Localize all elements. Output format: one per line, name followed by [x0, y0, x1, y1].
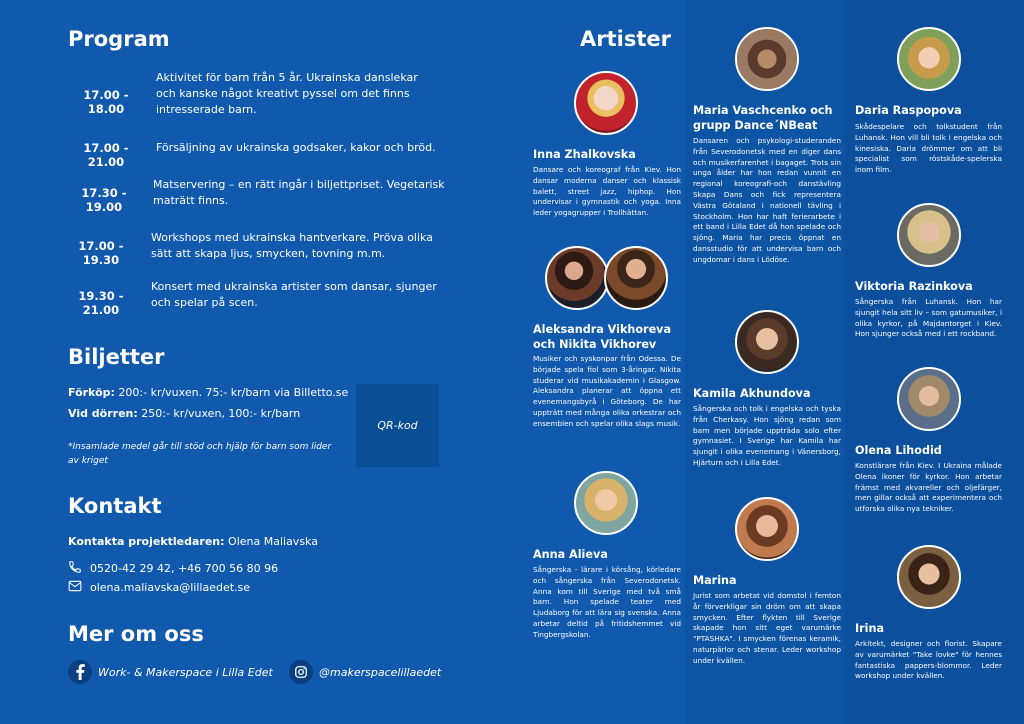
artist-bio: Dansaren och psykologi-studeranden från Severodonetsk med en diger dans och musikerfarenhet i bagaget. Trots sin unga ålder har hon redan vunnit en regional koreografi-och danstävling Skapa Dans och fick representera Västra Götaland i nationell tävling i Stockholm. Hon har haft ferierarbete i ett band i Lilla Edet då hon spelade och sjöng. Maria har precis öppnat en dansstudio för att undervisa barn och ungdomar i dans i Lödöse. — [693, 136, 841, 264]
artists-title: Artister — [580, 27, 671, 51]
contact-phone-row — [68, 560, 278, 577]
more-title: Mer om oss — [68, 622, 204, 646]
program-time: 17.30 - 19.00 — [81, 186, 127, 214]
artist-photo — [735, 497, 799, 561]
artist-photo — [897, 367, 961, 431]
artist-name: Irina — [855, 622, 885, 635]
instagram-link[interactable] — [289, 660, 441, 684]
tickets-note: *Insamlade medel går till stöd och hjälp för barn som lider av kriget — [68, 442, 332, 466]
artist-bio: Sångerska - lärare i körsång, körledare och sångerska från Severodonetsk. Anna kom till Sverige med två små barn. Hon spelade teater med Ljudaborg för att lära sig svenska. Anna arbetar deltid på fritidshemmet vid Tingbergskolan. — [533, 565, 681, 639]
artist-name: Daria Raspopova — [855, 104, 962, 117]
artist-bio: Jurist som arbetat vid domstol i femton år förverkligar sin dröm om att skapa smycken. Efter flykten till Sverige skapade hon sitt eget varumärke "PTASHKA". I smycken förenas keramik, naturpärlor och stenar. Leder workshop under kvällen. — [693, 591, 841, 665]
qr-code[interactable] — [356, 384, 439, 467]
program-title: Program — [68, 27, 170, 51]
artist-photo — [735, 310, 799, 374]
tickets-title: Biljetter — [68, 345, 165, 369]
phone-icon — [68, 560, 82, 577]
artist-photo — [897, 203, 961, 267]
instagram-icon — [289, 660, 313, 684]
artist-bio: Musiker och syskonpar från Odessa. De började spela fiol som 3-åringar. Nikita studerar vid musikakademin i Glasgow. Aleksandra planerar att öppna ett evenemangsbyrå i Göteborg. De har uppträtt med många olika orkestrar och ensemblen och spelar olika slags musik. — [533, 354, 681, 428]
artist-name: Viktoria Razinkova — [855, 280, 973, 293]
contact-title: Kontakt — [68, 494, 162, 518]
artist-name: Maria Vaschcenko och grupp Dance´NBeat — [693, 104, 833, 132]
artist-photo — [897, 545, 961, 609]
artist-photo — [545, 246, 609, 310]
contact-email-row — [68, 580, 250, 595]
facebook-link[interactable] — [68, 660, 273, 684]
artist-photo — [897, 27, 961, 91]
presale-value: 200:- kr/vuxen. 75:- kr/barn via Billetto.se — [118, 386, 349, 399]
artist-bio: Sångerska och tolk i engelska och tyska från Cherkasy. Hon sjöng redan som barn men började uppträda solo efter gymnasiet. I Sverige har Kamila har sjungit i olika evenemang i Vänersborg, Hjärturn och i Lilla Edet. — [693, 404, 841, 467]
presale-label: Förköp: — [68, 386, 115, 399]
artist-photo — [604, 246, 668, 310]
qr-label: QR-kod — [377, 419, 418, 432]
artist-name: Aleksandra Vikhoreva och Nikita Vikhorev — [533, 323, 671, 351]
contact-phone[interactable]: 0520-42 29 42, +46 700 56 80 96 — [90, 562, 279, 575]
door-value: 250:- kr/vuxen, 100:- kr/barn — [141, 407, 301, 420]
artist-bio: Sångerska från Luhansk. Hon har sjungit hela sitt liv – som gatumusiker, i olika kyrkor, på Majdantorget i Kiev. Hon sjunger också med i ett rockband. — [855, 297, 1002, 339]
artist-bio: Skådespelare och tolkstudent från Luhansk. Hon vill bli tolk i engelska och kinesiska. Daria drömmer om att bli specialist som röstskåde-spelerska inom film. — [855, 122, 1002, 175]
artist-name: Olena Lihodid — [855, 444, 942, 457]
contact-leader-name: Olena Maliavska — [228, 535, 318, 548]
program-desc: Konsert med ukrainska artister som dansar, sjunger och spelar på scen. — [151, 280, 437, 309]
facebook-icon — [68, 660, 92, 684]
artist-photo — [735, 27, 799, 91]
program-time: 17.00 - 18.00 — [83, 88, 129, 116]
contact-email[interactable]: olena.maliavska@lillaedet.se — [90, 581, 251, 594]
artist-photo — [574, 71, 638, 135]
artist-bio: Konstlärare från Kiev. I Ukraina målade Olena ikoner för kyrkor. Hon arbetar främst med akvareller och oljefärger, men gillar också att experimentera och utforska olika nya tekniker. — [855, 461, 1002, 514]
program-desc: Workshops med ukrainska hantverkare. Pröva olika sätt att skapa ljus, smycken, tovning m.m. — [151, 231, 433, 260]
program-desc: Aktivitet för barn från 5 år. Ukrainska danslekar och kanske något kreativt pyssel om det finns intresserade barn. — [156, 71, 418, 116]
artist-name: Marina — [693, 574, 737, 587]
program-desc: Försäljning av ukrainska godsaker, kakor och bröd. — [156, 141, 436, 154]
artist-name: Anna Alieva — [533, 548, 608, 561]
program-time: 17.00 - 21.00 — [83, 141, 129, 169]
program-time: 19.30 - 21.00 — [78, 289, 124, 317]
door-line — [68, 407, 300, 420]
program-time: 17.00 - 19.30 — [78, 239, 124, 267]
artist-bio: Arkitekt, designer och florist. Skapare av varumärket "Take lovke" för hennes fantastiska pappers-blommor. Leder workshop under kvällen. — [855, 639, 1002, 681]
presale-line — [68, 386, 348, 399]
facebook-label: Work- & Makerspace i Lilla Edet — [98, 665, 273, 679]
instagram-label: @makerspacelillaedet — [319, 665, 442, 679]
artist-photo — [574, 471, 638, 535]
door-label: Vid dörren: — [68, 407, 138, 420]
mail-icon — [68, 580, 82, 595]
artist-bio: Dansare och koreograf från Kiev. Hon dansar moderna danser och klassisk balett, street jazz, hiphop. Hon undervisar i gymnastik och yoga. Inna leder yogagrupper i Trollhättan. — [533, 165, 681, 218]
artist-name: Kamila Akhundova — [693, 387, 811, 400]
artist-name: Inna Zhalkovska — [533, 148, 636, 161]
contact-leader-line — [68, 535, 318, 548]
contact-leader-label: Kontakta projektledaren: — [68, 535, 225, 548]
program-desc: Matservering – en rätt ingår i biljettpriset. Vegetarisk maträtt finns. — [153, 178, 445, 207]
